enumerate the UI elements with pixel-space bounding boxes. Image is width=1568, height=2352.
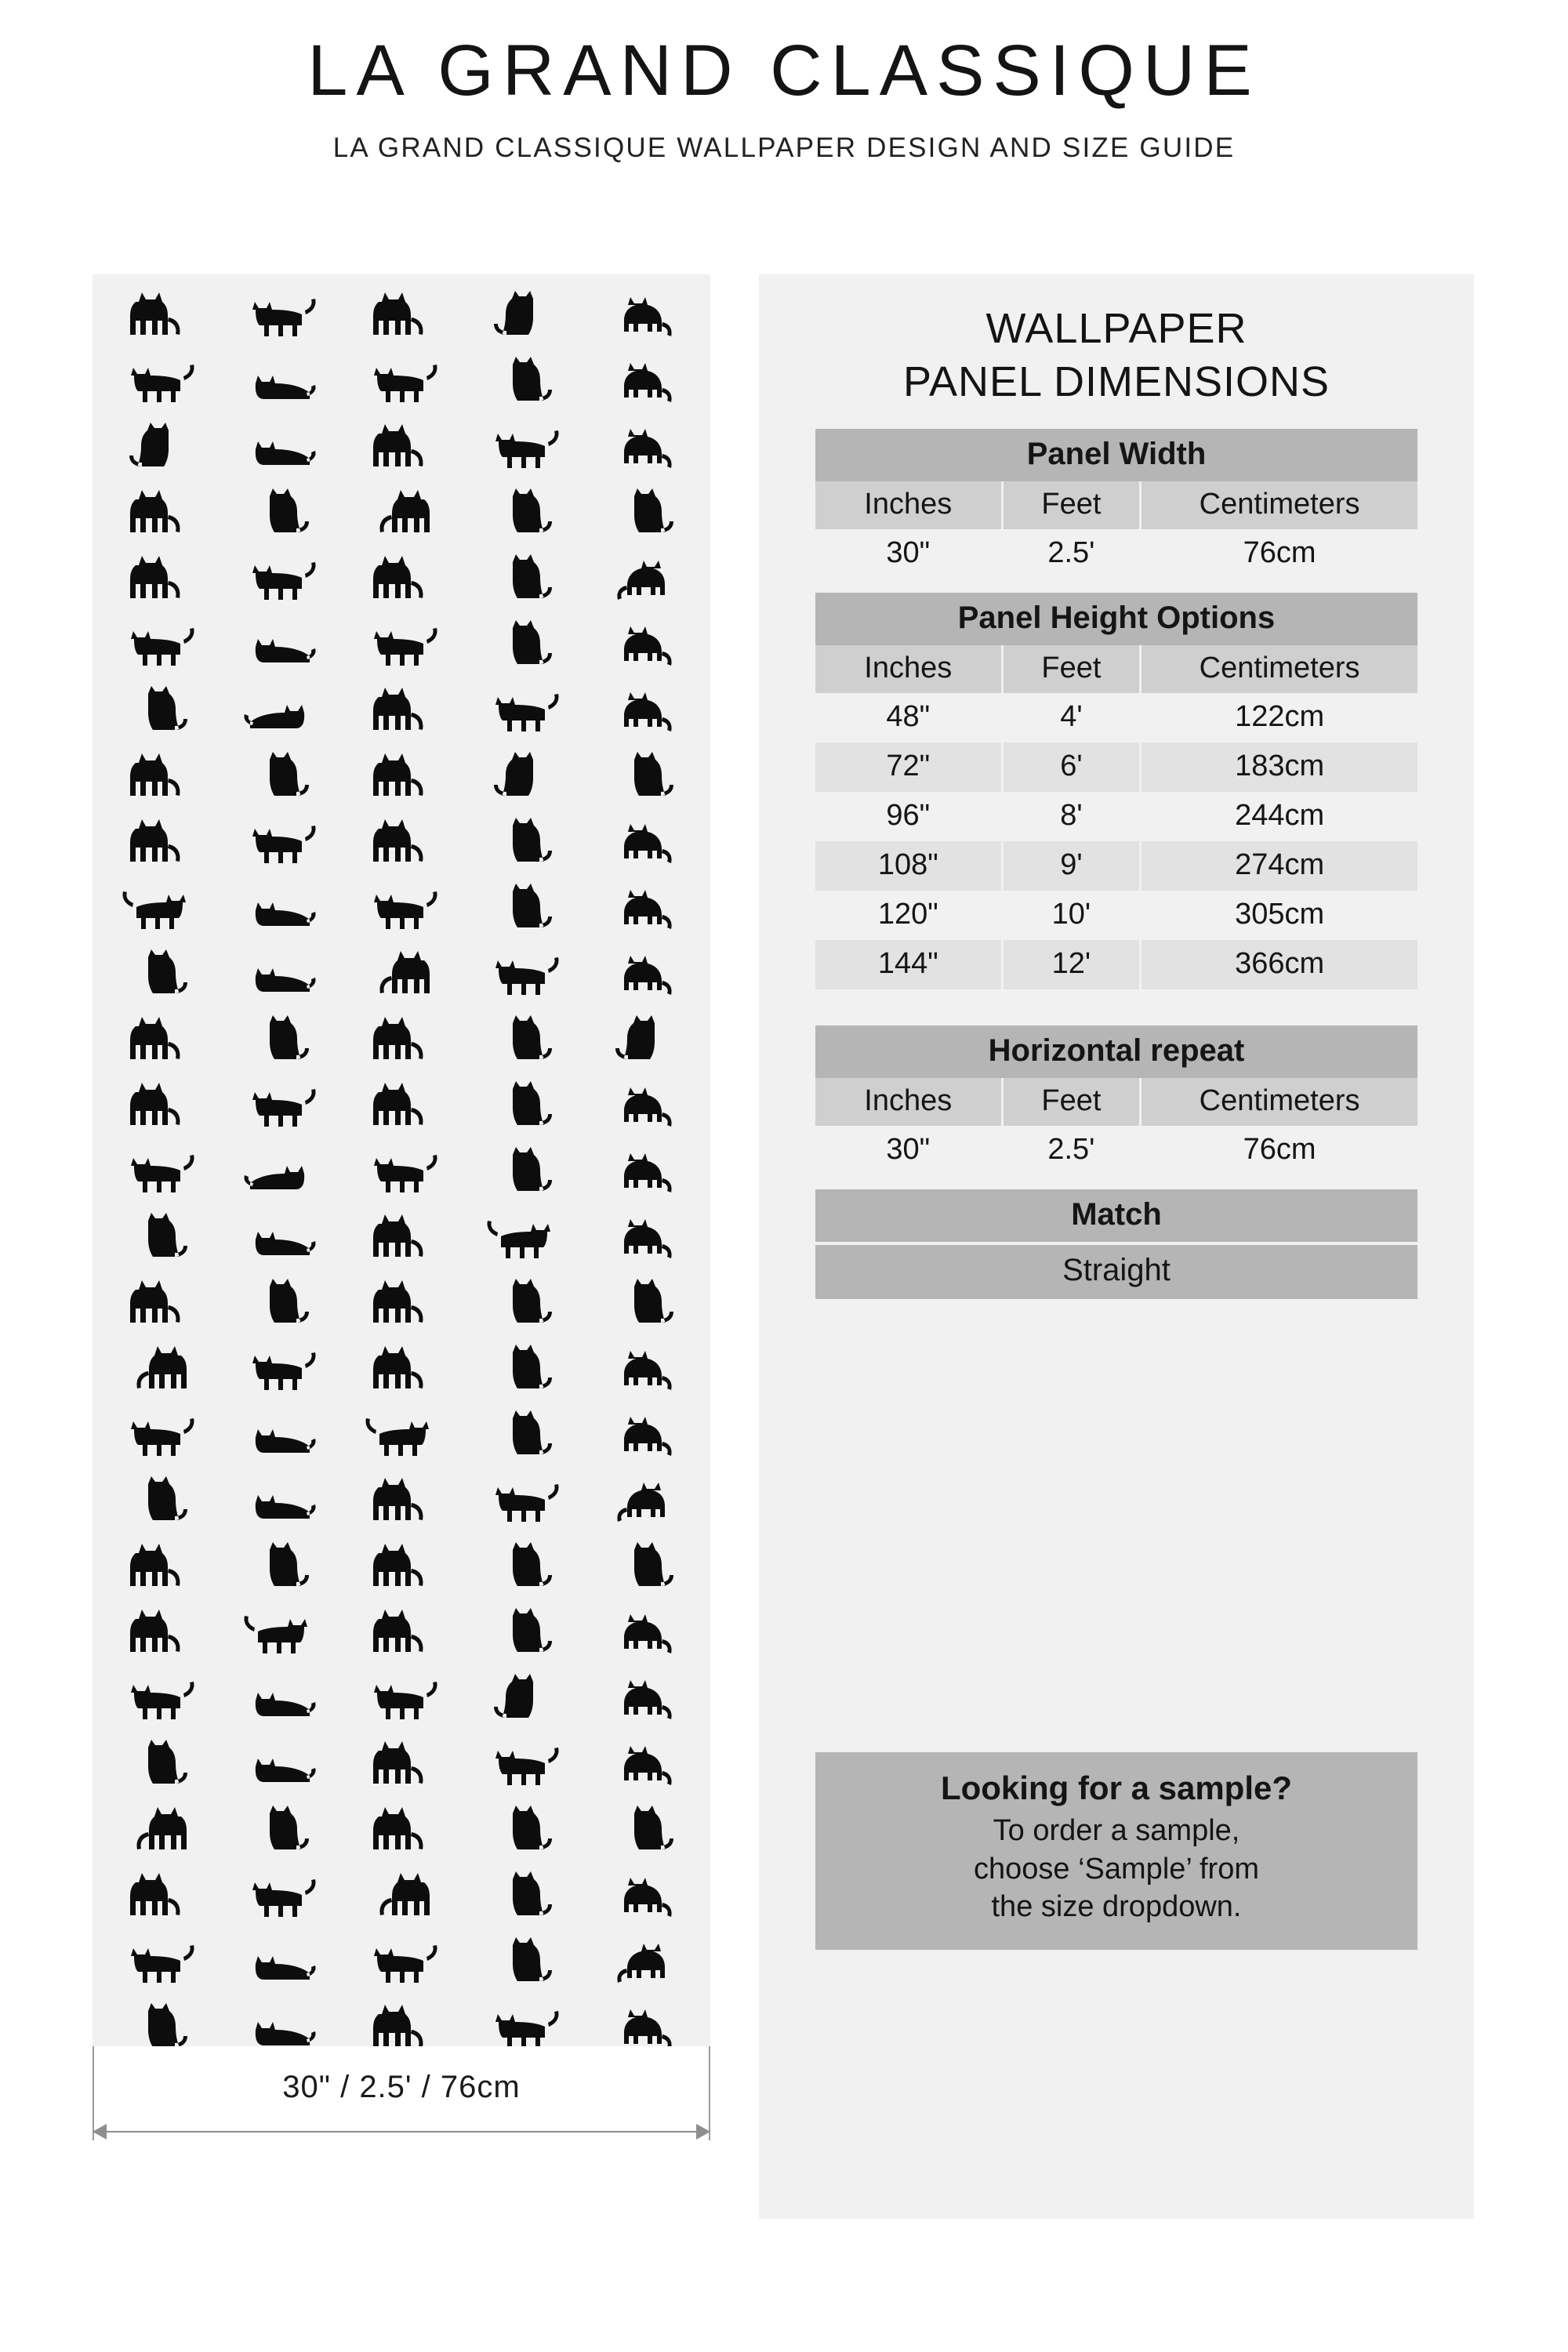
cat-silhouette-icon [237, 681, 323, 739]
cat-silhouette-icon [358, 286, 445, 344]
cat-silhouette-icon [480, 1735, 566, 1793]
cat-silhouette-icon [601, 1603, 688, 1661]
cat-silhouette-icon [115, 1076, 201, 1134]
cat-silhouette-icon [115, 747, 201, 805]
cat-silhouette-icon [358, 1735, 445, 1793]
cat-silhouette-icon [601, 813, 688, 871]
table-row [815, 529, 1417, 579]
cell-feet: 2.5' [1002, 529, 1141, 579]
cat-silhouette-icon [601, 1208, 688, 1266]
sample-line-3: the size dropdown. [991, 1890, 1242, 1924]
cat-silhouette-icon [358, 1406, 445, 1464]
panel-dimensions-heading [759, 274, 1474, 408]
cat-silhouette-icon [115, 1537, 201, 1595]
cat-silhouette-icon [480, 1208, 566, 1266]
cat-silhouette-icon [601, 286, 688, 344]
cat-silhouette-icon [237, 1406, 323, 1464]
cell-inches: 108" [815, 841, 1002, 891]
cat-silhouette-icon [480, 879, 566, 937]
cat-silhouette-icon [358, 1537, 445, 1595]
cat-silhouette-icon [115, 1801, 201, 1859]
cat-silhouette-icon [115, 1867, 201, 1925]
cat-silhouette-icon [115, 550, 201, 608]
cat-silhouette-icon [358, 1998, 445, 2046]
cell-centimeters: 76cm [1243, 536, 1316, 569]
cell-inches: 30" [815, 529, 1002, 579]
cat-silhouette-icon [237, 1867, 323, 1925]
cat-silhouette-icon [480, 1472, 566, 1530]
cell-inches: 48" [815, 693, 1002, 742]
col-header-centimeters: Centimeters [1141, 481, 1417, 529]
cat-silhouette-icon [601, 484, 688, 542]
cell-feet: 10' [1002, 891, 1141, 940]
cell-centimeters: 274cm [1141, 841, 1417, 891]
cat-silhouette-icon [480, 1340, 566, 1398]
cat-silhouette-icon [115, 879, 201, 937]
cat-silhouette-icon [115, 1208, 201, 1266]
cell-feet: 9' [1002, 841, 1141, 891]
table-header-row [815, 645, 1417, 693]
wallpaper-swatch [93, 274, 710, 2046]
cat-silhouette-icon [237, 418, 323, 476]
cat-silhouette-icon [237, 1208, 323, 1266]
cat-silhouette-icon [115, 1472, 201, 1530]
cat-silhouette-icon [237, 813, 323, 871]
cell-centimeters: 305cm [1235, 898, 1325, 931]
cat-silhouette-icon [601, 1998, 688, 2046]
cat-silhouette-icon [237, 352, 323, 410]
cat-silhouette-icon [358, 484, 445, 542]
cat-silhouette-icon [601, 945, 688, 1003]
cat-silhouette-icon [480, 1076, 566, 1134]
cell-centimeters: 76cm [1243, 1133, 1316, 1166]
cell-feet: 4' [1002, 693, 1141, 742]
cat-silhouette-icon [115, 813, 201, 871]
cat-silhouette-icon [115, 1998, 201, 2046]
cat-silhouette-icon [115, 484, 201, 542]
cat-silhouette-icon [237, 550, 323, 608]
table-row [815, 742, 1417, 792]
table-row [815, 940, 1417, 989]
cat-silhouette-icon [358, 1933, 445, 1991]
cell-inches: 144" [815, 940, 1002, 989]
cat-silhouette-icon [237, 747, 323, 805]
cat-silhouette-icon [480, 1011, 566, 1069]
cell-feet: 6' [1002, 742, 1141, 792]
cell-inches: 120" [815, 891, 1002, 940]
cat-silhouette-icon [358, 1274, 445, 1332]
cat-silhouette-icon [358, 1603, 445, 1661]
cat-silhouette-icon [237, 1340, 323, 1398]
cat-silhouette-icon [480, 1406, 566, 1464]
cell-feet: 8' [1002, 792, 1141, 841]
cat-silhouette-icon [115, 352, 201, 410]
panel-height-table [815, 645, 1417, 989]
cat-silhouette-icon [115, 945, 201, 1003]
cat-silhouette-icon [358, 1472, 445, 1530]
table-row [815, 1126, 1417, 1175]
match-value: Straight [815, 1245, 1417, 1299]
cat-silhouette-icon [480, 1933, 566, 1991]
cat-silhouette-icon [480, 418, 566, 476]
cat-silhouette-icon [358, 879, 445, 937]
cat-silhouette-icon [358, 550, 445, 608]
cat-silhouette-icon [601, 418, 688, 476]
panel-width-band: Panel Width [815, 429, 1417, 481]
cell-centimeters: 122cm [1235, 700, 1325, 733]
cat-silhouette-icon [480, 1669, 566, 1727]
cat-silhouette-icon [480, 615, 566, 673]
cat-silhouette-icon [237, 1142, 323, 1200]
cell-centimeters: 183cm [1141, 742, 1417, 792]
sample-info-box [815, 1752, 1417, 1950]
cat-silhouette-icon [601, 681, 688, 739]
cat-silhouette-icon [480, 1274, 566, 1332]
cat-silhouette-icon [237, 945, 323, 1003]
cat-silhouette-icon [237, 615, 323, 673]
cat-silhouette-icon [115, 1669, 201, 1727]
cat-silhouette-icon [601, 747, 688, 805]
cat-silhouette-icon [237, 484, 323, 542]
cat-silhouette-icon [115, 1011, 201, 1069]
cat-silhouette-icon [237, 286, 323, 344]
cell-feet: 2.5' [1002, 1126, 1141, 1175]
col-header-centimeters: Centimeters [1141, 645, 1417, 693]
cell-inches: 96" [815, 792, 1002, 841]
cat-silhouette-icon [115, 1340, 201, 1398]
cat-silhouette-icon [358, 1076, 445, 1134]
cat-silhouette-icon [601, 1142, 688, 1200]
col-header-centimeters: Centimeters [1141, 1078, 1417, 1126]
cat-silhouette-icon [601, 1735, 688, 1793]
cat-silhouette-icon [601, 1669, 688, 1727]
cat-silhouette-icon [601, 615, 688, 673]
cat-silhouette-icon [237, 1603, 323, 1661]
cat-silhouette-icon [601, 1472, 688, 1530]
cat-silhouette-icon [480, 681, 566, 739]
cat-silhouette-icon [358, 1340, 445, 1398]
cat-silhouette-icon [480, 1867, 566, 1925]
cat-silhouette-icon [115, 1142, 201, 1200]
cat-silhouette-icon [480, 352, 566, 410]
sample-line-1: To order a sample, [993, 1814, 1240, 1847]
horizontal-repeat-band: Horizontal repeat [815, 1025, 1417, 1078]
cat-pattern-grid [93, 274, 710, 2046]
cat-silhouette-icon [601, 1867, 688, 1925]
cat-silhouette-icon [358, 747, 445, 805]
cat-silhouette-icon [358, 813, 445, 871]
panel-width-table [815, 481, 1417, 579]
sample-title: Looking for a sample? [940, 1769, 1293, 1806]
match-band: Match [815, 1189, 1417, 1242]
cat-silhouette-icon [237, 1735, 323, 1793]
cat-silhouette-icon [237, 1998, 323, 2046]
col-header-feet: Feet [1002, 1078, 1141, 1126]
cat-silhouette-icon [358, 945, 445, 1003]
cat-silhouette-icon [601, 550, 688, 608]
cat-silhouette-icon [358, 418, 445, 476]
cat-silhouette-icon [480, 1537, 566, 1595]
cat-silhouette-icon [601, 1076, 688, 1134]
col-header-inches: Inches [815, 481, 1002, 529]
cat-silhouette-icon [480, 813, 566, 871]
cat-silhouette-icon [115, 1735, 201, 1793]
page-subtitle: LA GRAND CLASSIQUE WALLPAPER DESIGN AND SIZE GUIDE [332, 132, 1236, 164]
col-header-feet: Feet [1002, 481, 1141, 529]
cat-silhouette-icon [480, 1603, 566, 1661]
cat-silhouette-icon [358, 615, 445, 673]
table-row [815, 891, 1417, 940]
col-header-feet: Feet [1002, 645, 1141, 693]
cell-centimeters: 366cm [1141, 940, 1417, 989]
sample-line-2: choose ‘Sample’ from [974, 1852, 1259, 1886]
cat-silhouette-icon [358, 1142, 445, 1200]
panel-height-band: Panel Height Options [815, 593, 1417, 645]
arrow-left-icon [93, 2124, 107, 2140]
cat-silhouette-icon [115, 1933, 201, 1991]
col-header-inches: Inches [815, 645, 1002, 693]
cat-silhouette-icon [480, 945, 566, 1003]
page-title: LA GRAND CLASSIQUE [307, 31, 1261, 111]
wallpaper-swatch-section [93, 274, 710, 2164]
cell-inches: 30" [815, 1126, 1002, 1175]
cat-silhouette-icon [115, 1603, 201, 1661]
cat-silhouette-icon [237, 1537, 323, 1595]
measure-label: 30" / 2.5' / 76cm [282, 2070, 521, 2104]
cat-silhouette-icon [601, 1933, 688, 1991]
cat-silhouette-icon [115, 681, 201, 739]
cat-silhouette-icon [601, 1011, 688, 1069]
horizontal-repeat-table [815, 1078, 1417, 1175]
cat-silhouette-icon [601, 1340, 688, 1398]
cat-silhouette-icon [358, 1208, 445, 1266]
cat-silhouette-icon [358, 1867, 445, 1925]
cat-silhouette-icon [358, 1801, 445, 1859]
cell-feet: 12' [1002, 940, 1141, 989]
cat-silhouette-icon [601, 352, 688, 410]
cat-silhouette-icon [358, 1669, 445, 1727]
cat-silhouette-icon [480, 1801, 566, 1859]
panel-width-measurement [93, 2046, 710, 2164]
cat-silhouette-icon [358, 681, 445, 739]
table-header-row [815, 481, 1417, 529]
cat-silhouette-icon [480, 1998, 566, 2046]
table-row [815, 693, 1417, 742]
cat-silhouette-icon [480, 550, 566, 608]
table-row [815, 792, 1417, 841]
cat-silhouette-icon [115, 615, 201, 673]
cat-silhouette-icon [237, 1669, 323, 1727]
arrow-right-icon [696, 2124, 710, 2140]
cell-inches: 72" [815, 742, 1002, 792]
cat-silhouette-icon [601, 1537, 688, 1595]
cat-silhouette-icon [480, 286, 566, 344]
cat-silhouette-icon [480, 484, 566, 542]
panel-dimensions-card [759, 274, 1474, 2219]
cat-silhouette-icon [237, 1274, 323, 1332]
cat-silhouette-icon [601, 1406, 688, 1464]
cat-silhouette-icon [237, 1472, 323, 1530]
cat-silhouette-icon [237, 1011, 323, 1069]
cell-centimeters: 244cm [1235, 799, 1325, 832]
col-header-inches: Inches [815, 1078, 1002, 1126]
cat-silhouette-icon [115, 286, 201, 344]
cat-silhouette-icon [115, 418, 201, 476]
cat-silhouette-icon [237, 1933, 323, 1991]
table-row [815, 841, 1417, 891]
cat-silhouette-icon [601, 1801, 688, 1859]
dimension-tables [815, 429, 1417, 1299]
cat-silhouette-icon [601, 1274, 688, 1332]
cat-silhouette-icon [358, 1011, 445, 1069]
cat-silhouette-icon [237, 1076, 323, 1134]
cat-silhouette-icon [115, 1274, 201, 1332]
cat-silhouette-icon [237, 879, 323, 937]
page-header [0, 31, 1568, 164]
cat-silhouette-icon [601, 879, 688, 937]
cat-silhouette-icon [480, 1142, 566, 1200]
cat-silhouette-icon [480, 747, 566, 805]
panel-heading-line2: PANEL DIMENSIONS [902, 358, 1330, 405]
table-header-row [815, 1078, 1417, 1126]
cat-silhouette-icon [237, 1801, 323, 1859]
cat-silhouette-icon [358, 352, 445, 410]
measure-arrow-line [93, 2131, 710, 2132]
panel-heading-line1: WALLPAPER [985, 305, 1247, 352]
cat-silhouette-icon [115, 1406, 201, 1464]
